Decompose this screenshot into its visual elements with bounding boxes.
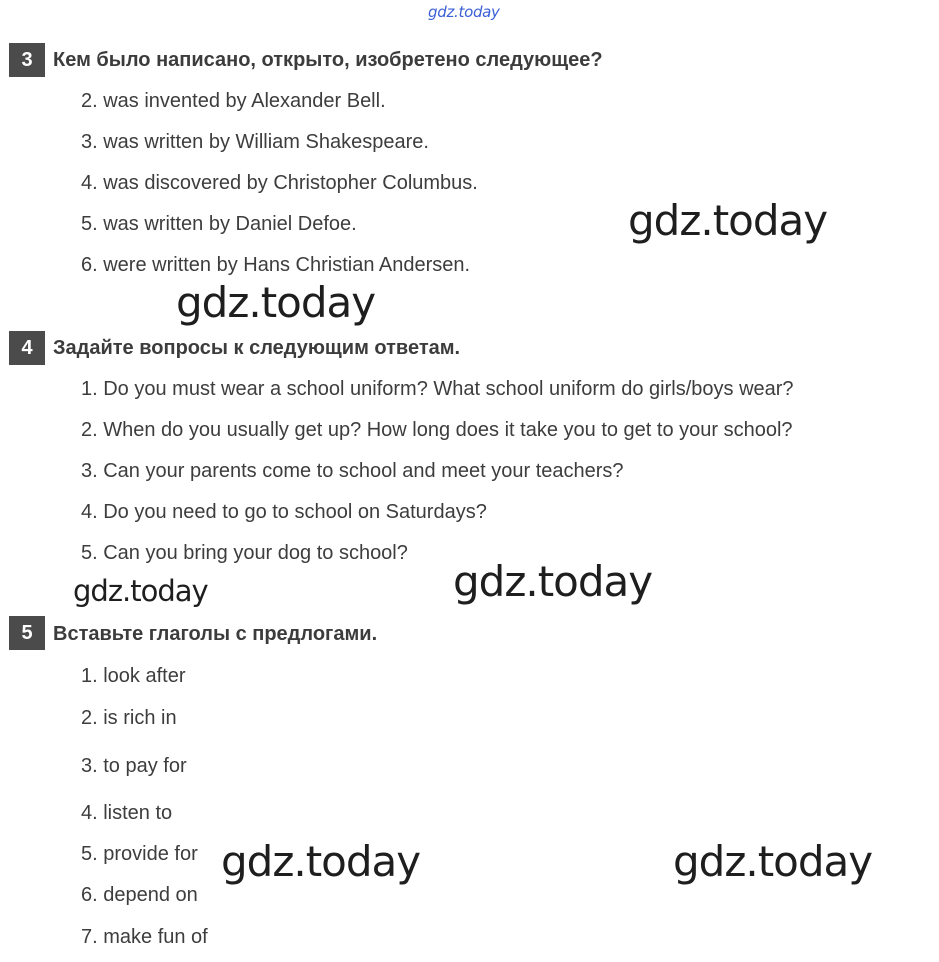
watermark: gdz.today — [453, 557, 653, 606]
answer-line: 5. was written by Daniel Defoe. — [81, 213, 357, 235]
answer-line: 4. listen to — [81, 802, 173, 824]
answer-line: 5. provide for — [81, 843, 198, 865]
answer-line: 2. When do you usually get up? How long does it take you to get to your school? — [81, 419, 793, 441]
task-title: Кем было написано, открыто, изобретено следующее? — [53, 49, 603, 71]
answer-line: 7. make fun of — [81, 926, 208, 948]
answer-line: 6. depend on — [81, 884, 198, 906]
answer-line: 2. is rich in — [81, 707, 177, 729]
task-title: Вставьте глаголы с предлогами. — [53, 623, 378, 645]
site-watermark-top: gdz.today — [428, 3, 500, 21]
answer-line: 6. were written by Hans Christian Andersen. — [81, 254, 471, 276]
answer-line: 5. Can you bring your dog to school? — [81, 542, 408, 564]
watermark: gdz.today — [673, 837, 873, 886]
task-number-badge: 4 — [9, 331, 45, 365]
watermark: gdz.today — [73, 574, 208, 608]
answer-line: 1. look after — [81, 665, 186, 687]
watermark: gdz.today — [628, 196, 828, 245]
task-number-badge: 3 — [9, 43, 45, 77]
answer-line: 4. Do you need to go to school on Saturdays? — [81, 501, 487, 523]
answer-line: 3. Can your parents come to school and meet your teachers? — [81, 460, 624, 482]
answer-line: 1. Do you must wear a school uniform? What school uniform do girls/boys wear? — [81, 378, 794, 400]
answer-line: 3. was written by William Shakespeare. — [81, 131, 429, 153]
task-title: Задайте вопросы к следующим ответам. — [53, 337, 461, 359]
answer-line: 3. to pay for — [81, 755, 187, 777]
watermark: gdz.today — [221, 837, 421, 886]
answer-line: 4. was discovered by Christopher Columbus. — [81, 172, 478, 194]
task-number-badge: 5 — [9, 616, 45, 650]
answer-line: 2. was invented by Alexander Bell. — [81, 90, 386, 112]
watermark: gdz.today — [176, 278, 376, 327]
